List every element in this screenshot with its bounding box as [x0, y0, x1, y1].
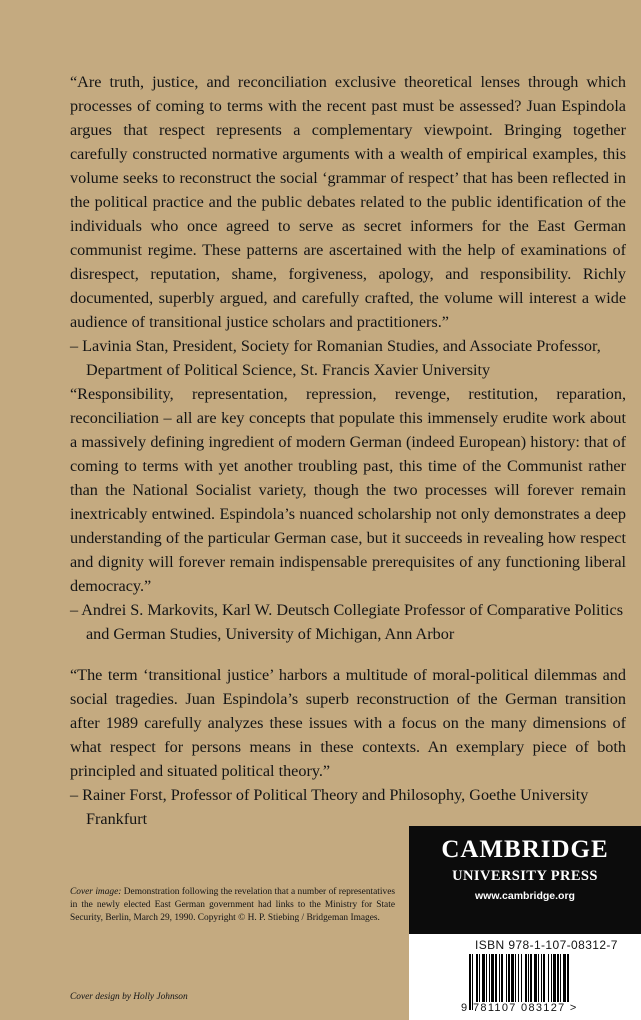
isbn-barcode — [409, 934, 641, 1020]
publisher-logo-block — [409, 826, 641, 934]
blurb-3-attribution: – Rainer Forst, Professor of Political Theory and Philosophy, Goethe University Frankfurt — [70, 786, 589, 828]
blurb-2 — [70, 382, 626, 646]
cover-image-credit — [70, 886, 395, 925]
blurb-3-quote: “The term ‘transitional justice’ harbors a multitude of moral-political dilemmas and social tragedies. Juan Espindola’s superb reconstruction of the German transition after 1989 carefully analyzes these issues with a focus on the many dimensions of what respect for persons means in these contexts. An exemplary piece of both principled and situated political theory.” — [70, 666, 626, 780]
barcode-end-mark: > — [569, 1002, 578, 1014]
blurb-1-quote: “Are truth, justice, and reconciliation exclusive theoretical lenses through which processes of coming to terms with the recent past must be assessed? Juan Espindola argues that respect represents a complementary viewpoint. Bringing together carefully constructed normative arguments with a wealth of empirical examples, this volume seeks to reconstruct the social ‘grammar of respect’ that has been reflected in the political practice and the public debates related to the public identification of the individuals who once agreed to serve as secret informers for the East German communist regime. These patterns are ascertained with the help of examinations of disrespect, reputation, shame, forgiveness, apology, and responsibility. Richly documented, superbly argued, and carefully crafted, the volume will interest a wide audience of transitional justice scholars and practitioners.” — [70, 73, 626, 331]
blurb-1 — [70, 70, 626, 382]
publisher-name: CAMBRIDGE — [441, 836, 609, 863]
publisher-subtitle: UNIVERSITY PRESS — [452, 868, 598, 884]
publisher-url: www.cambridge.org — [475, 890, 575, 902]
cover-design-credit — [70, 992, 188, 1002]
barcode-stripe — [469, 954, 471, 1010]
barcode-digits: 781107 083127 — [473, 1002, 566, 1014]
barcode-first-digit: 9 — [461, 1002, 468, 1014]
blurb-1-attribution: – Lavinia Stan, President, Society for Romanian Studies, and Associate Professor, Department of Political Science, St. Francis Xavier University — [70, 337, 601, 379]
cover-image-text: Demonstration following the revelation that a number of representatives in the newly elected East German government had links to the Ministry for State Security, Berlin, March 29, 1990. Copyright © H. P. Stiebing / Bridgeman Images. — [70, 887, 396, 923]
barcode-digits-row — [473, 1002, 639, 1014]
blurb-3 — [70, 663, 626, 831]
cover-image-label: Cover image: — [70, 887, 122, 897]
isbn-label: ISBN 978-1-107-08312-7 — [475, 938, 618, 952]
cover-design-text: Cover design by Holly Johnson — [70, 992, 188, 1002]
blurb-2-attribution: – Andrei S. Markovits, Karl W. Deutsch Collegiate Professor of Comparative Politics and German Studies, University of Michigan, Ann Arbor — [70, 601, 623, 643]
blurb-2-quote: “Responsibility, representation, repression, revenge, restitution, reparation, reconciliation – all are key concepts that populate this immensely erudite work about a massively defining ingredient of modern German (indeed European) history: that of coming to terms with yet another troubling past, this time of the Communist rather than the National Socialist variety, though the two processes will forever remain inextricably entwined. Espindola’s nuanced scholarship not only demonstrates a deep understanding of the particular German case, but it succeeds in revealing how respect and dignity will forever remain indispensable prerequisites of any functioning liberal democracy.” — [70, 385, 626, 595]
